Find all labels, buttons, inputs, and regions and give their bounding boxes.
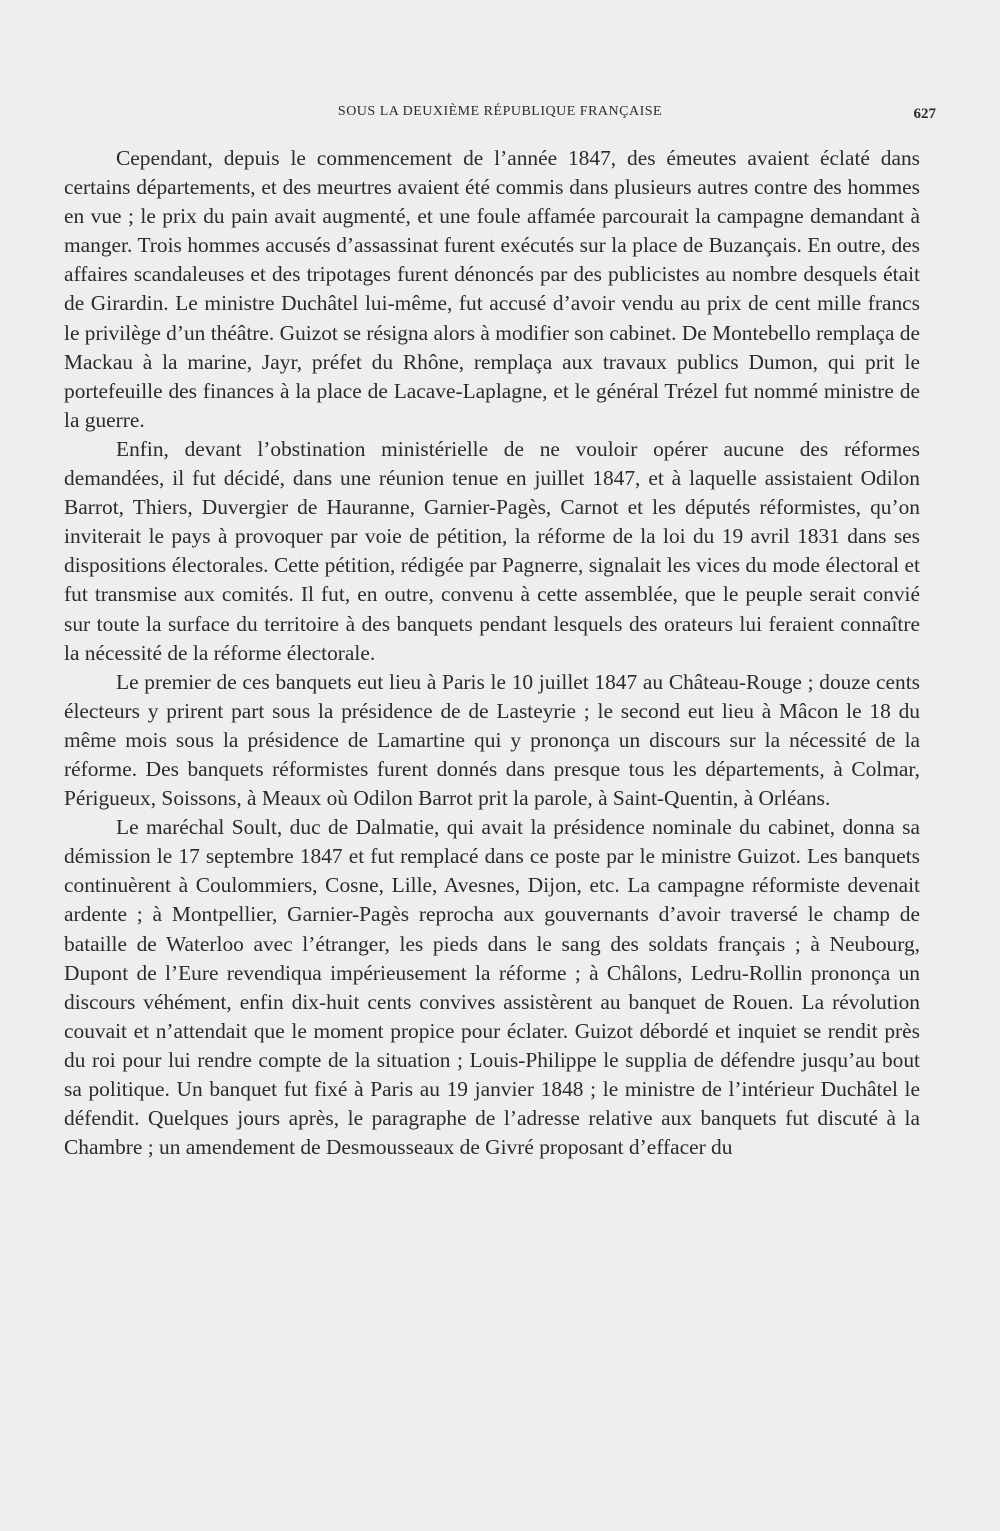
paragraph-4: Le maréchal Soult, duc de Dalmatie, qui avait la présidence nominale du cabinet, donna sa démission le 17 septembre 1847 et fut remplacé dans ce poste par le ministre Guizot. Les banquets continuèrent à Coulommiers, Cosne, Lille, Avesnes, Dijon, etc. La campagne réformiste devenait ardente ; à Montpellier, Garnier-Pagès reprocha aux gouvernants d’avoir traversé le champ de bataille de Waterloo avec l’étranger, les pieds dans le sang des soldats français ; à Neubourg, Dupont de l’Eure revendiqua impérieusement la réforme ; à Châlons, Ledru-Rollin prononça un discours véhément, enfin dix-huit cents convives assistèrent au banquet de Rouen. La révolution couvait et n’attendait que le moment propice pour éclater. Guizot débordé et inquiet se rendit près du roi pour lui rendre compte de la situation ; Louis-Philippe le supplia de défendre jusqu’au bout sa politique. Un banquet fut fixé à Paris au 19 janvier 1848 ; le ministre de l’intérieur Duchâtel le défendit. Quelques jours après, le paragraphe de l’adresse relative aux banquets fut discuté à la Chambre ; un amendement de Desmousseaux de Givré proposant d’effacer du	[64, 815, 920, 1160]
page-number: 627	[913, 106, 936, 122]
paragraph-2: Enfin, devant l’obstination ministérielle de ne vouloir opérer aucune des réformes demandées, il fut décidé, dans une réunion tenue en juillet 1847, et à laquelle assistaient Odilon Barrot, Thiers, Duvergier de Hauranne, Garnier-Pagès, Carnot et les députés réformistes, qu’on inviterait le pays à provoquer par voie de pétition, la réforme de la loi du 19 avril 1831 dans ses dispositions électorales. Cette pétition, rédigée par Pagnerre, signalait les vices du mode électoral et fut transmise aux comités. Il fut, en outre, convenu à cette assemblée, que le peuple serait convié sur toute la surface du territoire à des banquets pendant lesquels des orateurs lui feraient connaître la nécessité de la réforme électorale.	[64, 436, 920, 665]
running-title: SOUS LA DEUXIÈME RÉPUBLIQUE FRANÇAISE	[337, 104, 663, 119]
paragraph-1: Cependant, depuis le commencement de l’année 1847, des émeutes avaient éclaté dans certains départements, et des meurtres avaient été commis dans plusieurs autres contre des hommes en vue ; le prix du pain avait augmenté, et une foule affamée parcourait la campagne demandant à manger. Trois hommes accusés d’assassinat furent exécutés sur la place de Buzançais. En outre, des affaires scandaleuses et des tripotages furent dénoncés par des publicistes au nombre desquels était de Girardin. Le ministre Duchâtel lui-même, fut accusé d’avoir vendu au prix de cent mille francs le privilège d’un théâtre. Guizot se résigna alors à modifier son cabinet. De Montebello remplaça de Mackau à la marine, Jayr, préfet du Rhône, remplaça aux travaux publics Dumon, qui prit le portefeuille des finances à la place de Lacave-Laplagne, et le général Trézel fut nommé ministre de la guerre.	[64, 146, 920, 432]
body-text	[64, 144, 920, 1162]
running-head	[64, 102, 936, 126]
paragraph-3: Le premier de ces banquets eut lieu à Paris le 10 juillet 1847 au Château-Rouge ; douze cents électeurs y prirent part sous la présidence de de Lasteyrie ; le second eut lieu à Mâcon le 18 du même mois sous la présidence de Lamartine qui y prononça un discours sur la nécessité de la réforme. Des banquets réformistes furent donnés dans presque tous les départements, à Colmar, Périgueux, Soissons, à Meaux où Odilon Barrot prit la parole, à Saint-Quentin, à Orléans.	[64, 669, 920, 811]
